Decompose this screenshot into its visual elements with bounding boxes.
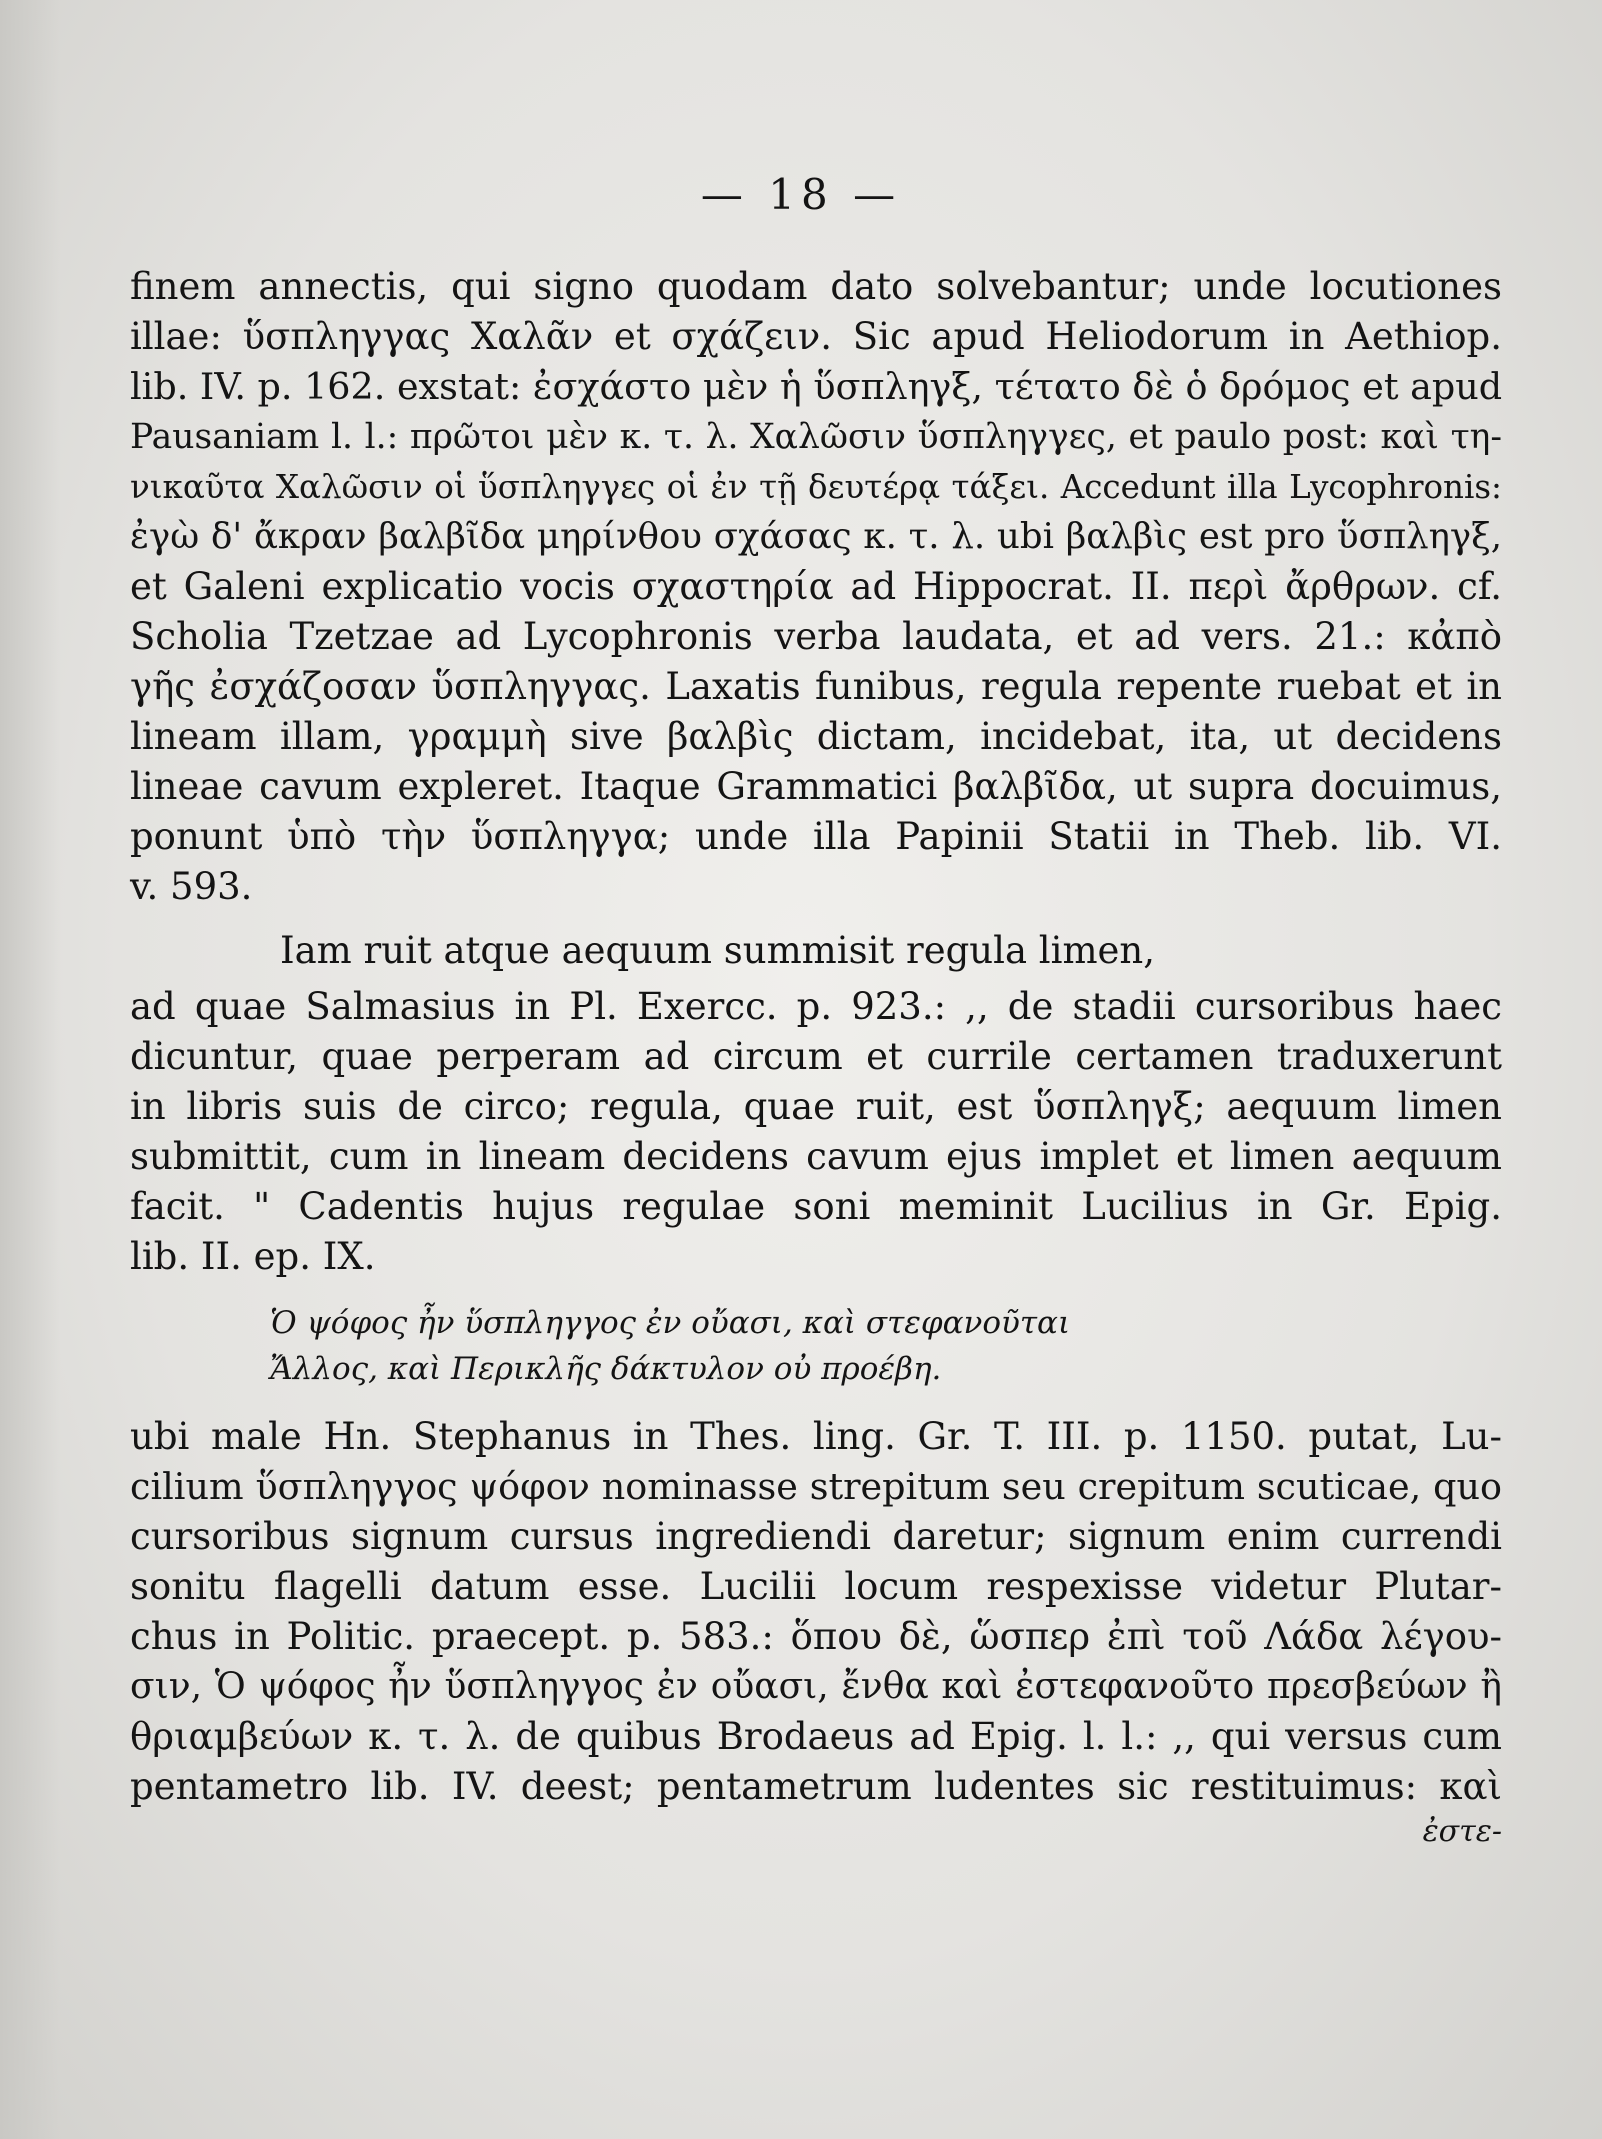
text-line: sonitu flagelli datum esse. Lucilii locum respexisse videtur Plutar- — [130, 1565, 1502, 1608]
latin-verse-quote: Iam ruit atque aequum summisit regula limen, — [280, 929, 1156, 972]
text-line: dicuntur, quae perperam ad circum et currile certamen traduxerunt — [130, 1035, 1502, 1078]
text-line: finem annectis, qui signo quodam dato solvebantur; unde locutiones — [130, 265, 1502, 308]
text-line: submittit, cum in lineam decidens cavum ejus implet et limen aequum — [130, 1135, 1502, 1178]
text-line: lineam illam, γραμμὴ sive βαλβὶς dictam, incidebat, ita, ut decidens — [130, 715, 1502, 758]
text-line: ponunt ὑπὸ τὴν ὕσπληγγα; unde illa Papinii Statii in Theb. lib. VI. — [130, 815, 1502, 858]
text-line: σιν, Ὁ ψόφος ἦν ὕσπληγγος ἐν οὔασι, ἔνθα καὶ ἐστεφανοῦτο πρεσβεύων ἢ — [130, 1666, 1502, 1707]
text-line: cilium ὕσπληγγος ψόφον nominasse strepitum seu crepitum scuticae, quo — [130, 1465, 1502, 1508]
text-line: chus in Politic. praecept. p. 583.: ὅπου δὲ, ὥσπερ ἐπὶ τοῦ Λάδα λέγου- — [130, 1615, 1502, 1658]
text-line: in libris suis de circo; regula, quae ruit, est ὕσπληγξ; aequum limen — [130, 1085, 1502, 1128]
text-line: v. 593. — [130, 865, 253, 908]
greek-verse-quote — [130, 1300, 1502, 1392]
text-line: γῆς ἐσχάζοσαν ὕσπληγγας. Laxatis funibus, regula repente ruebat et in — [130, 665, 1502, 708]
text-line: ad quae Salmasius in Pl. Exercc. p. 923.: ,, de stadii cursoribus haec — [130, 985, 1502, 1028]
text-line: pentametro lib. IV. deest; pentametrum ludentes sic restituimus: καὶ — [130, 1765, 1502, 1808]
text-line: νικαῦτα Χαλῶσιν οἱ ὕσπληγγες οἱ ἐν τῇ δευτέρᾳ τάξει. Accedunt illa Lycophronis: — [130, 468, 1502, 506]
paragraph-2 — [130, 982, 1502, 1282]
paragraph-3 — [130, 1412, 1502, 1812]
text-line: et Galeni explicatio vocis σχαστηρία ad Hippocrat. II. περὶ ἄρθρων. cf. — [130, 565, 1502, 608]
paragraph-1 — [130, 262, 1502, 912]
text-line: θριαμβεύων κ. τ. λ. de quibus Brodaeus ad Epig. l. l.: ,, qui versus cum — [130, 1715, 1502, 1758]
text-line: lib. IV. p. 162. exstat: ἐσχάστο μὲν ἡ ὕσπληγξ, τέτατο δὲ ὁ δρόμος et apud — [130, 365, 1503, 408]
text-line: Scholia Tzetzae ad Lycophronis verba laudata, et ad vers. 21.: κἀπὸ — [130, 615, 1502, 658]
text-line: Pausaniam l. l.: πρῶτοι μὲν κ. τ. λ. Χαλῶσιν ὕσπληγγες, et paulo post: καὶ τη- — [130, 417, 1502, 457]
text-line: cursoribus signum cursus ingrediendi daretur; signum enim currendi — [130, 1515, 1502, 1558]
page-number: — 18 — — [700, 170, 902, 219]
text-line: facit. " Cadentis hujus regulae soni meminit Lucilius in Gr. Epig. — [130, 1185, 1502, 1228]
greek-verse-line: Ἄλλος, καὶ Περικλῆς δάκτυλον οὐ προέβη. — [270, 1351, 942, 1387]
text-line: ἐγὼ δ' ἄκραν βαλβῖδα μηρίνθου σχάσας κ. τ. λ. ubi βαλβὶς est pro ὕσπληγξ, — [130, 516, 1502, 557]
page-body — [130, 262, 1502, 1852]
page-spine-shadow — [0, 0, 60, 2139]
catchword: ἐστε- — [1422, 1814, 1502, 1849]
text-line: ubi male Hn. Stephanus in Thes. ling. Gr. T. III. p. 1150. putat, Lu- — [130, 1415, 1502, 1458]
text-line: lineae cavum expleret. Itaque Grammatici βαλβῖδα, ut supra docuimus, — [130, 765, 1502, 808]
text-line: illae: ὕσπληγγας Χαλᾶν et σχάζειν. Sic apud Heliodorum in Aethiop. — [130, 315, 1502, 358]
text-line: lib. II. ep. IX. — [130, 1235, 376, 1278]
greek-verse-line: Ὁ ψόφος ἦν ὕσπληγγος ἐν οὔασι, καὶ στεφανοῦται — [270, 1305, 1071, 1341]
